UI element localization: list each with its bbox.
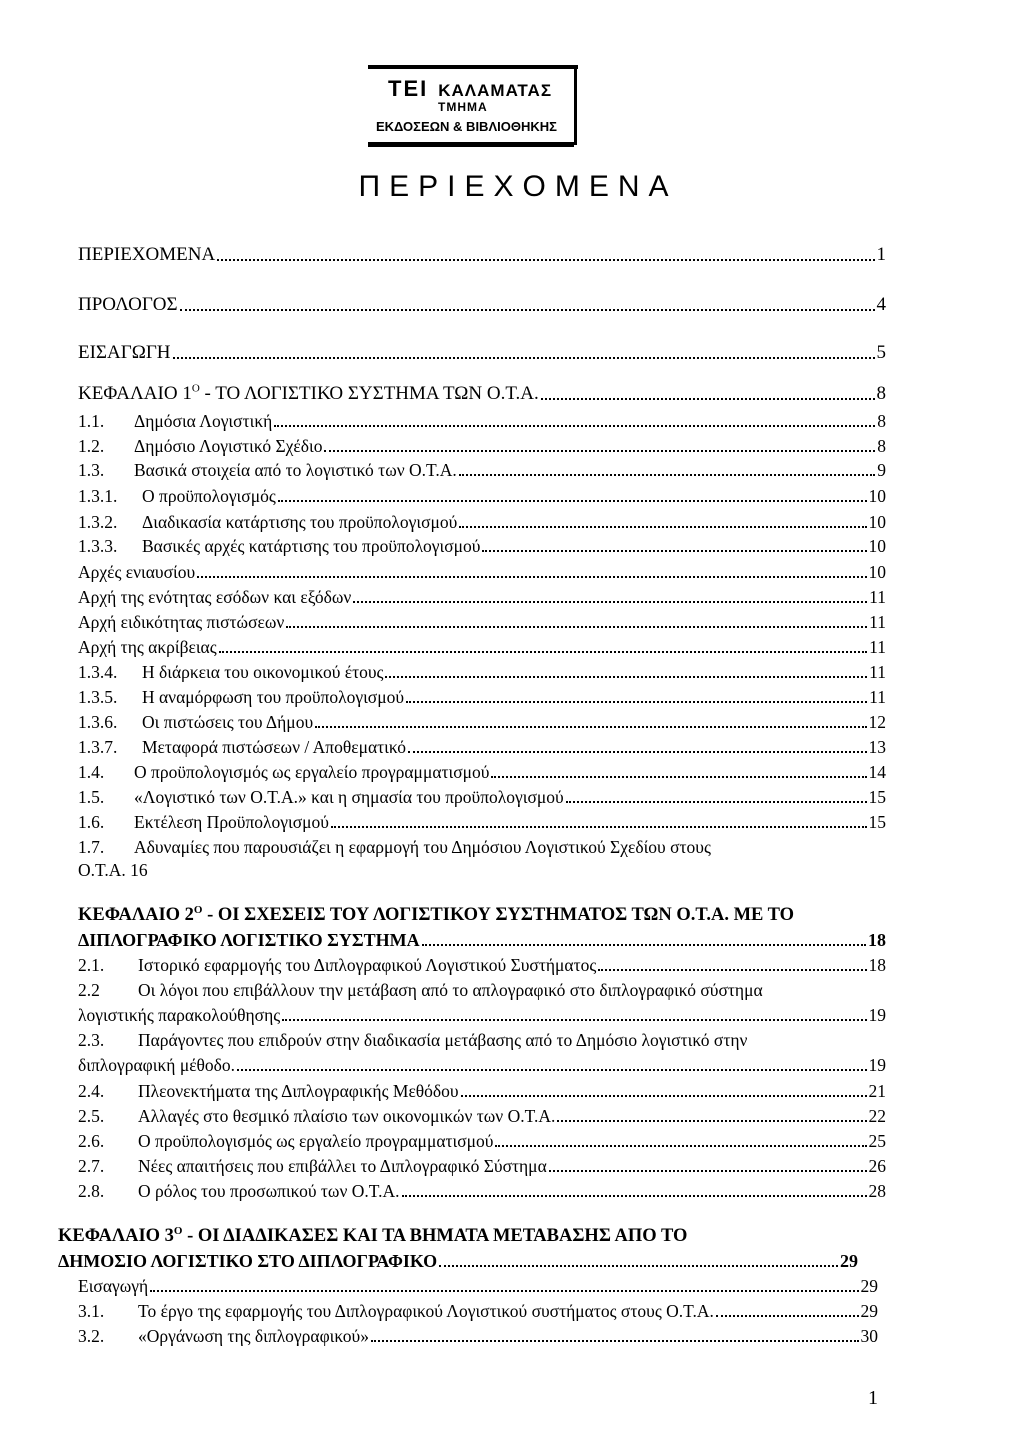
toc-entry-contents: ΠΕΡΙΕΧΟΜΕΝΑ 1 [78, 244, 886, 265]
dot-leader [385, 675, 867, 678]
dot-leader [439, 1264, 838, 1267]
stamp-line-1: ΤΕΙ ΚΑΛΑΜΑΤΑΣ [388, 76, 553, 101]
dot-leader [461, 1094, 867, 1097]
stamp-border-bottom [368, 142, 574, 147]
toc-entry: 2.4. Πλεονεκτήματα της Διπλογραφικής Μεθόδου 21 [78, 1081, 886, 1101]
toc-entry: 1.5. «Λογιστικό των Ο.Τ.Α.» και η σημασία του προϋπολογισμού 15 [78, 787, 886, 807]
dot-leader [406, 700, 867, 703]
dot-leader [541, 397, 875, 400]
page-number: 1 [868, 1387, 878, 1409]
toc-entry: 1.7. Αδυναμίες που παρουσιάζει η εφαρμογή του Δημόσιου Λογιστικού Σχεδίου στους [78, 837, 711, 857]
dot-leader [549, 1169, 867, 1172]
toc-entry: 1.3.3. Βασικές αρχές κατάρτισης του προϋπολογισμού 10 [78, 536, 886, 556]
dot-leader [408, 750, 866, 753]
page-title: ΠΕΡΙΕΧΟΜΕΝΑ [358, 170, 678, 203]
toc-entry-continuation: Ο.Τ.Α. 16 [78, 860, 148, 880]
dot-leader [716, 1314, 859, 1317]
dot-leader [371, 1339, 859, 1342]
toc-entry: Αρχή της ακρίβειας 11 [78, 637, 886, 657]
dot-leader [557, 1119, 866, 1122]
toc-entry-introduction: ΕΙΣΑΓΩΓΗ 5 [78, 342, 886, 363]
dot-leader [217, 258, 874, 261]
library-stamp [368, 62, 578, 150]
stamp-border-right [574, 65, 577, 145]
dot-leader [566, 800, 867, 803]
toc-entry: 1.3.4. Η διάρκεια του οικονομικού έτους 11 [78, 662, 886, 682]
dot-leader [315, 725, 866, 728]
toc-entry: 1.1. Δημόσια Λογιστική 8 [78, 411, 886, 431]
dot-leader [598, 968, 866, 971]
toc-entry-chapter-1: ΚΕΦΑΛΑΙΟ $1^O$ - ΤΟ ΛΟΓΙΣΤΙΚΟ ΣΥΣΤΗΜΑ ΤΩΝ Ο.Τ.Α. 8 [78, 382, 886, 404]
toc-entry: 1.3. Βασικά στοιχεία από το λογιστικό των Ο.Τ.Α. 9 [78, 460, 886, 480]
toc-entry: Αρχές ενιαυσίου 10 [78, 562, 886, 582]
dot-leader [237, 1068, 866, 1071]
dot-leader [173, 356, 875, 359]
toc-entry: 2.5. Αλλαγές στο θεσμικό πλαίσιο των οικονομικών των Ο.Τ.Α. 22 [78, 1106, 886, 1126]
stamp-line-3: ΕΚΔΟΣΕΩΝ & ΒΙΒΛΙΟΘΗΚΗΣ [376, 119, 557, 134]
toc-entry-continuation: λογιστικής παρακολούθησης 19 [78, 1005, 886, 1025]
dot-leader [422, 943, 866, 946]
toc-entry-continuation: διπλογραφική μέθοδο. 19 [78, 1055, 886, 1075]
toc-chapter-2-line-1: ΚΕΦΑΛΑΙΟ $2^O$ - ΟΙ ΣΧΕΣΕΙΣ ΤΟΥ ΛΟΓΙΣΤΙΚΟΥ ΣΥΣΤΗΜΑΤΟΣ ΤΩΝ Ο.Τ.Α. ΜΕ ΤΟ [78, 903, 795, 925]
toc-entry: 2.7. Νέες απαιτήσεις που επιβάλλει το Διπλογραφικό Σύστημα 26 [78, 1156, 886, 1176]
dot-leader [278, 499, 867, 502]
toc-entry: 1.6. Εκτέλεση Προϋπολογισμού 15 [78, 812, 886, 832]
dot-leader [482, 549, 866, 552]
toc-entry: 1.3.5. Η αναμόρφωση του προϋπολογισμού 11 [78, 687, 886, 707]
toc-entry-chapter-3: ΔΗΜΟΣΙΟ ΛΟΓΙΣΤΙΚΟ ΣΤΟ ΔΙΠΛΟΓΡΑΦΙΚΟ 29 [58, 1251, 858, 1271]
dot-leader [459, 525, 866, 528]
dot-leader [324, 449, 875, 452]
toc-entry: 2.2 Οι λόγοι που επιβάλλουν την μετάβαση από το απλογραφικό στο διπλογραφικό σύστημα [78, 980, 763, 1000]
toc-entry: Αρχή ειδικότητας πιστώσεων 11 [78, 612, 886, 632]
toc-entry: 2.1. Ιστορικό εφαρμογής του Διπλογραφικού Λογιστικού Συστήματος 18 [78, 955, 886, 975]
toc-entry: Εισαγωγή 29 [78, 1276, 878, 1296]
dot-leader [353, 600, 867, 603]
stamp-line-2: ΤΜΗΜΑ [438, 100, 488, 114]
toc-entry: 1.3.6. Οι πιστώσεις του Δήμου 12 [78, 712, 886, 732]
dot-leader [495, 1144, 866, 1147]
dot-leader [331, 825, 867, 828]
toc-entry: 3.1. Το έργο της εφαρμογής του Διπλογραφικού Λογιστικού συστήματος στους Ο.Τ.Α. 29 [78, 1301, 878, 1321]
toc-entry: 1.2. Δημόσιο Λογιστικό Σχέδιο 8 [78, 436, 886, 456]
toc-chapter-3-line-1: ΚΕΦΑΛΑΙΟ $3^O$ - ΟΙ ΔΙΑΔΙΚΑΣΕΣ ΚΑΙ ΤΑ ΒΗΜΑΤΑ ΜΕΤΑΒΑΣΗΣ ΑΠΟ ΤΟ [58, 1224, 688, 1246]
toc-entry: 3.2. «Οργάνωση της διπλογραφικού» 30 [78, 1326, 878, 1346]
dot-leader [197, 575, 866, 578]
dot-leader [219, 650, 867, 653]
toc-entry-prologue: ΠΡΟΛΟΓΟΣ 4 [78, 294, 886, 315]
dot-leader [459, 473, 875, 476]
toc-entry: 1.3.2. Διαδικασία κατάρτισης του προϋπολογισμού 10 [78, 512, 886, 532]
dot-leader [274, 424, 875, 427]
dot-leader [402, 1194, 867, 1197]
dot-leader [150, 1289, 858, 1292]
toc-entry: Αρχή της ενότητας εσόδων και εξόδων 11 [78, 587, 886, 607]
dot-leader [180, 308, 875, 311]
toc-entry: 2.6. Ο προϋπολογισμός ως εργαλείο προγραμματισμού 25 [78, 1131, 886, 1151]
toc-entry: 1.4. Ο προϋπολογισμός ως εργαλείο προγραμματισμού 14 [78, 762, 886, 782]
stamp-border-top [368, 65, 578, 69]
toc-entry: 2.8. Ο ρόλος του προσωπικού των Ο.Τ.Α. 28 [78, 1181, 886, 1201]
dot-leader [282, 1018, 866, 1021]
toc-entry-chapter-2: ΔΙΠΛΟΓΡΑΦΙΚΟ ΛΟΓΙΣΤΙΚΟ ΣΥΣΤΗΜΑ 18 [78, 930, 886, 950]
dot-leader [286, 625, 867, 628]
toc-entry: 1.3.1. Ο προϋπολογισμός 10 [78, 486, 886, 506]
toc-entry: 1.3.7. Μεταφορά πιστώσεων / Αποθεματικό 13 [78, 737, 886, 757]
toc-entry: 2.3. Παράγοντες που επιδρούν στην διαδικασία μετάβασης από το Δημόσιο λογιστικό στην [78, 1030, 748, 1050]
dot-leader [491, 775, 866, 778]
